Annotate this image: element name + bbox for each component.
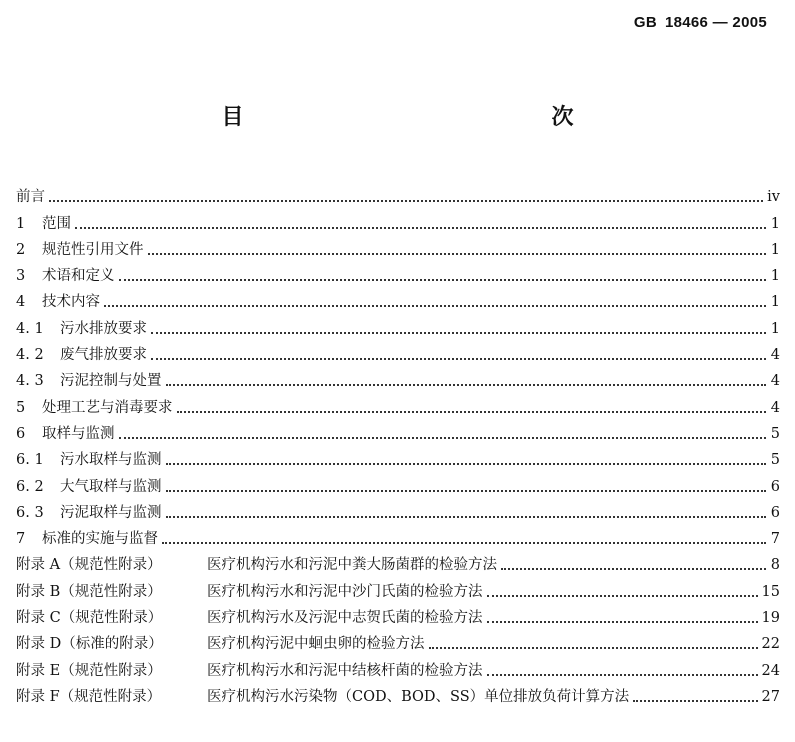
toc-entry[interactable] (16, 601, 780, 627)
toc-entry[interactable] (16, 680, 780, 706)
toc-entry-number: 6. 3 (16, 504, 44, 521)
toc-entry-number: 附录 A（规范性附录） (16, 557, 162, 574)
toc-entry[interactable] (16, 574, 780, 600)
toc-dot-leader (75, 227, 766, 229)
toc-entry[interactable] (16, 443, 780, 469)
toc-entry-number: 2 (16, 241, 26, 258)
toc-entry[interactable] (16, 311, 780, 337)
toc-dot-leader (501, 568, 766, 570)
toc-entry-title: 污水排放要求 (60, 320, 147, 337)
toc-entry-number: 3 (16, 268, 26, 285)
toc-entry-number: 4. 3 (16, 373, 44, 390)
toc-entry[interactable] (16, 259, 780, 285)
toc-entry-title: 处理工艺与消毒要求 (42, 399, 173, 416)
toc-entry-page: 6 (770, 504, 780, 521)
toc-entry-page: 5 (770, 425, 780, 442)
toc-entry-number: 4. 1 (16, 320, 44, 337)
standard-code-number: 18466 — 2005 (664, 14, 767, 31)
toc-entry-page: 1 (770, 320, 780, 337)
toc-entry-title: 前言 (16, 189, 45, 206)
toc-dot-leader (162, 542, 766, 544)
toc-dot-leader (49, 200, 763, 202)
toc-entry-title: 技术内容 (42, 294, 100, 311)
toc-entry-page: 4 (770, 399, 780, 416)
toc-entry-title: 医疗机构污水污染物（COD、BOD、SS）单位排放负荷计算方法 (207, 688, 630, 705)
toc-entry-page: 6 (770, 478, 780, 495)
toc-dot-leader (487, 621, 758, 623)
toc-entry-title: 取样与监测 (42, 425, 115, 442)
toc-entry-title: 医疗机构污水及污泥中志贺氏菌的检验方法 (207, 610, 483, 627)
toc-dot-leader (633, 700, 757, 702)
toc-entry-number: 6 (16, 425, 26, 442)
toc-entry-title: 标准的实施与监督 (42, 531, 158, 548)
toc-entry-page: 4 (770, 373, 780, 390)
toc-dot-leader (151, 358, 766, 360)
toc-entry-number: 7 (16, 531, 26, 548)
standard-code (634, 14, 767, 31)
toc-dot-leader (429, 647, 758, 649)
toc-entry-title: 污泥取样与监测 (60, 504, 162, 521)
toc-entry[interactable] (16, 496, 780, 522)
toc-entry-number: 附录 B（规范性附录） (16, 583, 162, 600)
toc-entry-page: 7 (770, 531, 780, 548)
toc-entry-number: 6. 1 (16, 452, 44, 469)
toc-entry-page: 1 (770, 268, 780, 285)
table-of-contents (16, 180, 780, 706)
toc-entry-page: 19 (761, 610, 780, 627)
toc-entry-title: 污泥控制与处置 (60, 373, 162, 390)
toc-entry-title: 医疗机构污水和污泥中粪大肠菌群的检验方法 (207, 557, 497, 574)
toc-entry[interactable] (16, 338, 780, 364)
toc-entry[interactable] (16, 233, 780, 259)
toc-dot-leader (487, 674, 758, 676)
toc-entry-title: 医疗机构污水和污泥中沙门氏菌的检验方法 (207, 583, 483, 600)
toc-entry[interactable] (16, 180, 780, 206)
toc-heading: 目 次 (221, 105, 662, 130)
toc-entry-page: 24 (761, 662, 780, 679)
toc-dot-leader (119, 279, 767, 281)
toc-entry[interactable] (16, 390, 780, 416)
toc-entry-number: 附录 F（规范性附录） (16, 688, 162, 705)
toc-entry-number: 4. 2 (16, 347, 44, 364)
standard-code-prefix: GB (633, 14, 657, 31)
toc-entry-number: 1 (16, 215, 26, 232)
toc-dot-leader (151, 332, 766, 334)
toc-entry-page: 15 (761, 583, 780, 600)
toc-dot-leader (166, 384, 767, 386)
toc-entry-title: 范围 (42, 215, 71, 232)
toc-dot-leader (166, 516, 767, 518)
toc-entry-title: 规范性引用文件 (42, 241, 144, 258)
toc-entry[interactable] (16, 469, 780, 495)
toc-entry[interactable] (16, 206, 780, 232)
toc-entry-number: 6. 2 (16, 478, 44, 495)
toc-dot-leader (119, 437, 767, 439)
toc-dot-leader (148, 253, 767, 255)
toc-entry-page: 1 (770, 215, 780, 232)
toc-entry-number: 附录 E（规范性附录） (16, 662, 162, 679)
toc-entry[interactable] (16, 364, 780, 390)
toc-entry-page: 5 (770, 452, 780, 469)
toc-entry-page: 8 (770, 557, 780, 574)
toc-entry-page: 1 (770, 241, 780, 258)
toc-entry[interactable] (16, 548, 780, 574)
toc-entry-title: 污水取样与监测 (60, 452, 162, 469)
toc-dot-leader (166, 463, 767, 465)
toc-entry[interactable] (16, 417, 780, 443)
toc-dot-leader (487, 595, 758, 597)
toc-entry-title: 医疗机构污水和污泥中结核杆菌的检验方法 (207, 662, 483, 679)
toc-entry-page: 4 (770, 347, 780, 364)
toc-entry-title: 医疗机构污泥中蛔虫卵的检验方法 (207, 636, 425, 653)
toc-dot-leader (166, 490, 767, 492)
toc-entry-title: 大气取样与监测 (60, 478, 162, 495)
toc-entry-number: 4 (16, 294, 26, 311)
toc-entry-page: 22 (761, 636, 780, 653)
toc-dot-leader (104, 305, 766, 307)
toc-entry-title: 废气排放要求 (60, 347, 147, 364)
toc-entry[interactable] (16, 627, 780, 653)
toc-dot-leader (177, 411, 767, 413)
toc-entry-page: 27 (761, 688, 780, 705)
toc-entry[interactable] (16, 522, 780, 548)
toc-entry-number: 5 (16, 399, 26, 416)
toc-entry-page: iv (767, 189, 780, 206)
toc-entry-number: 附录 C（规范性附录） (16, 610, 163, 627)
toc-entry[interactable] (16, 285, 780, 311)
toc-entry-title: 术语和定义 (42, 268, 115, 285)
toc-entry-page: 1 (770, 294, 780, 311)
toc-entry-number: 附录 D（标准的附录） (16, 636, 163, 653)
toc-entry[interactable] (16, 653, 780, 679)
